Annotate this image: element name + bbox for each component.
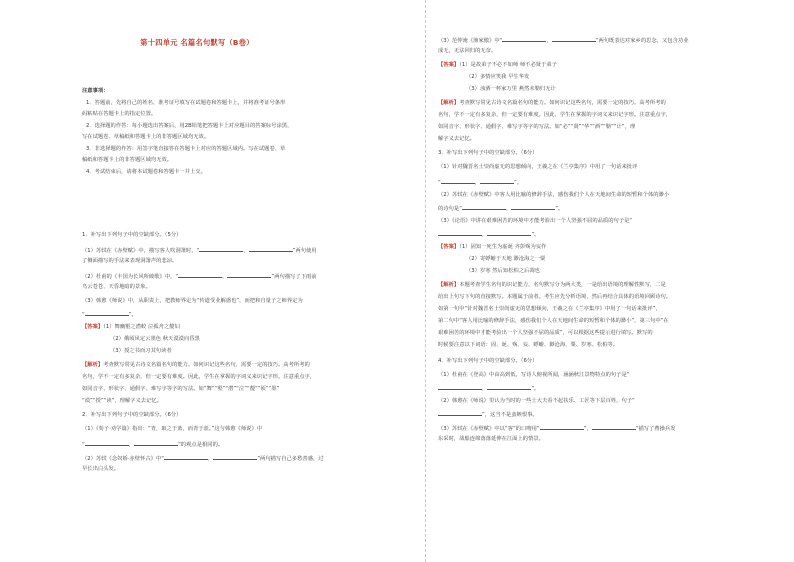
notice-heading: 注意事项： (82, 88, 109, 94)
answer-line: （2）多情应笑我 早生华发 (466, 74, 530, 80)
question-line: “ ”。 (82, 312, 137, 318)
question-line: （2）苏轼在《赤壁赋》中客人用比喻的修辞手法，感伤我们个人在天地间生命的短暂和个体的渺小 (438, 192, 670, 198)
explanation-2: 【解析】考查默写常见古诗文名篇名句的能力。如何识记这些名句，需要一定的技巧。高考所考的 (438, 100, 666, 106)
answer-line: （3）岁寒 然后知松柏之后凋也 (466, 268, 540, 274)
notice-line: 4．考试结束后，请将本试题卷和答题卡一并上交。 (86, 169, 206, 175)
question-3-heading: 3．补写出下列句子中的空缺部分。（6分） (438, 150, 538, 156)
answer-blank (164, 454, 208, 460)
question-2-heading: 2．补写出下列句子中的空缺部分。（6分） (82, 412, 182, 418)
question-line: （1）苏轼在《赤壁赋》中，描写客人吹洞箫时，“ ， ”两句使用 (82, 248, 317, 254)
question-line: 东采时，战船连绵落落延伸在江面上的情景。 (438, 436, 544, 442)
question-line: “ ， ”的观点是相同的。 (82, 442, 224, 448)
answer-blank (487, 384, 531, 390)
explanation-line: 如同音字、形状字、通假字、难写字等字的写法。如“舞”“壑”“潜”“泣”“嫠”“顷”“墨” (82, 386, 280, 392)
explanation-1: 【解析】考查默写常见古诗文名篇名句的能力。如何识记这些名句，需要一定的技巧。高考所考的 (82, 362, 310, 368)
answer-blank (85, 310, 129, 316)
notice-line: 3．非选择题的作答：用签字笔直接答在答题卡上对应的答题区域内。写在试题卷、草 (86, 146, 286, 152)
explanation-line: 给出上句写下句的直接默写。本题属于前者。考生应先分析语境，然后再结合具体的语境回顾诗句。 (438, 294, 672, 300)
explanation-line: 艰难困苦的环境中才能考验出一个人坚强不屈的品质”，可以根据这些提示进行填写。默写的 (438, 330, 653, 336)
answer-blank (85, 440, 129, 446)
answer-blank (592, 424, 636, 430)
question-line: （2）杜甫的《丰国为长风所破歌》中，“ ， ”两句描写了下雨前 (82, 274, 317, 280)
answer-blank (441, 178, 475, 184)
column-divider (425, 0, 426, 562)
answer-line: （2）俄顷风定云墨色 秋天漠漠向昏黑 (110, 336, 200, 342)
question-line: （2）苏轼《念奴娇·赤壁怀古》中“ ， ”两句描写自己多愁善感，过 (82, 456, 324, 462)
answer-1: 【答案】（1）舞幽壑之潜蛟 泣孤舟之嫠妇 (82, 324, 180, 330)
answer-blank (134, 440, 178, 446)
answer-line: （3）授之书而习其句读者 (110, 348, 172, 354)
answer-blank (487, 230, 531, 236)
question-4-heading: 4．补写出下列句子中的空缺部分。（6分） (438, 358, 538, 364)
answer-blank (438, 230, 482, 236)
question-line: 鸟云苍苍、天昏地暗的景象。 (82, 284, 151, 290)
explanation-line: 第二句中“客人用比喻的修辞手法，感伤我们个人在天地间生命的短暂和个体的渺小”，第三句中“在 (438, 318, 669, 324)
answer-blank (502, 36, 546, 42)
explanation-line: 名句，学不一定有多复杂，但一定要有难度。因此，学生在掌握的字词义来识记字形。注意重点字， (438, 112, 672, 118)
answer-2: 【答案】（1）是故弟子不必不如师 师不必贤于弟子 (438, 62, 557, 68)
notice-line: 1．答题前，先将自己的姓名、准考证号填写在试题卷和答题卡上，并将准考证号条形 (86, 100, 286, 106)
explanation-line: 名句，学不一定有多复杂，但一定要有难度。因此，学生在掌握的字词义来识记字形。注意重点字， (82, 374, 316, 380)
answer-blank (249, 246, 293, 252)
explanation-line: 如同音字、形状字、通假字、难写字等字的写法。如“必”“贤”“华”“酒”“勒”“计”，理 (438, 124, 636, 130)
answer-blank (552, 36, 596, 42)
question-line: （3）《论语》中讲在艰难困苦的环境中才能考验出一个人坚强不屈的品质的句子是“ (438, 218, 633, 224)
question-line: “ ， ”。 (438, 180, 523, 186)
notice-line: 码粘贴在答题卡上的指定位置。 (82, 111, 157, 117)
explanation-3: 【解析】本题考查学生名句的识记能力，名句默写分为两大类，一是给出语境的理解性默写，二是 (438, 282, 666, 288)
question-line: ， ”。 (438, 230, 539, 239)
question-line: （3）范仲淹《渔家傲》中“ ， ”两句既表达对家乡的思念，又包含功业 (438, 38, 689, 44)
explanation-line: 解字义去记忆。 (438, 136, 476, 142)
answer-line: （3）浊酒一杯家万里 燕然未勒归无计 (466, 86, 556, 92)
answer-blank (227, 272, 271, 278)
answer-blank (199, 246, 243, 252)
notice-line: 写在试题卷、草稿纸和答题卡上的非答题区域均无效。 (82, 134, 210, 140)
question-line: ”，这当不是蛮嫉恨事。 (438, 410, 538, 419)
question-line: 成无，无法回归的无奈。 (438, 48, 497, 54)
answer-blank (438, 384, 482, 390)
explanation-line: “漠”“授”“读”，理解字义去记忆。 (82, 398, 163, 404)
answer-blank (438, 410, 482, 416)
answer-blank (213, 454, 257, 460)
question-line: （3）韩愈《师说》中，从职责上，把教师界定为“传道受业解惑也”，而把和自量子之师界定为 (82, 298, 303, 304)
question-line: （2）韩愈在《师说》里认为当时的一些士大夫看不起扶乐、工匠等下层百姓，句子“ (438, 398, 635, 404)
question-line: （3）苏轼在《赤壁赋》中以“客”的口吻用“ ”， ”描写了曹操兵发 (438, 426, 676, 432)
page-title: 第十四单元 名篇名句默写（B卷） (140, 38, 254, 47)
answer-blank (540, 424, 584, 430)
answer-blank (462, 204, 506, 210)
answer-blank (511, 204, 555, 210)
question-line: 的诗句是“ ， ”。 (438, 206, 564, 212)
question-1-heading: 1．补写出下列句子中的空缺部分。（5分） (82, 232, 182, 238)
explanation-line: 如第一句中“针对魏晋名士崇尚虚无的思想倾向，王羲之在《兰亭集序》中用了一句话来批评”， (438, 306, 661, 312)
notice-line: 稿纸和答题卡上的非答题区域均无效。 (82, 157, 173, 163)
answer-blank (178, 272, 222, 278)
answer-blank (480, 178, 514, 184)
question-line: （1）杜甫在《登高》中由高到低，写诗人俯视所闻，涵涵秋江景物特点的句子是“ (438, 372, 630, 378)
question-line: （1）针对魏晋名士崇尚虚无的思想倾向，王羲之在《兰亭集序》中用了一句话来批评 (438, 164, 638, 170)
explanation-line: 时候要注意以下词语：固、诞、殇、妄、蜉蝣、渺沧海、粟、岁寒、松柏等。 (438, 342, 619, 348)
answer-line: （2）寄蜉蝣于天地 渺沧海之一粟 (466, 256, 546, 262)
question-line: （1）《荀子·劝学篇》指出：“青，取之于蓝，而青于蓝。”这与韩愈《师说》中 (82, 426, 263, 432)
question-line: ， ”。 (438, 384, 539, 393)
answer-3: 【答案】（1）固知一死生为虚诞 齐彭殇为妄作 (438, 244, 547, 250)
question-line: 早长出白头发。 (82, 466, 120, 472)
notice-line: 2．选择题的作答：每小题选出答案后，用2B铅笔把答题卡上对应题目的答案标号涂黑， (86, 123, 293, 129)
question-line: 了侧面描写的手法来表现洞箫声的悲凉。 (82, 258, 178, 264)
